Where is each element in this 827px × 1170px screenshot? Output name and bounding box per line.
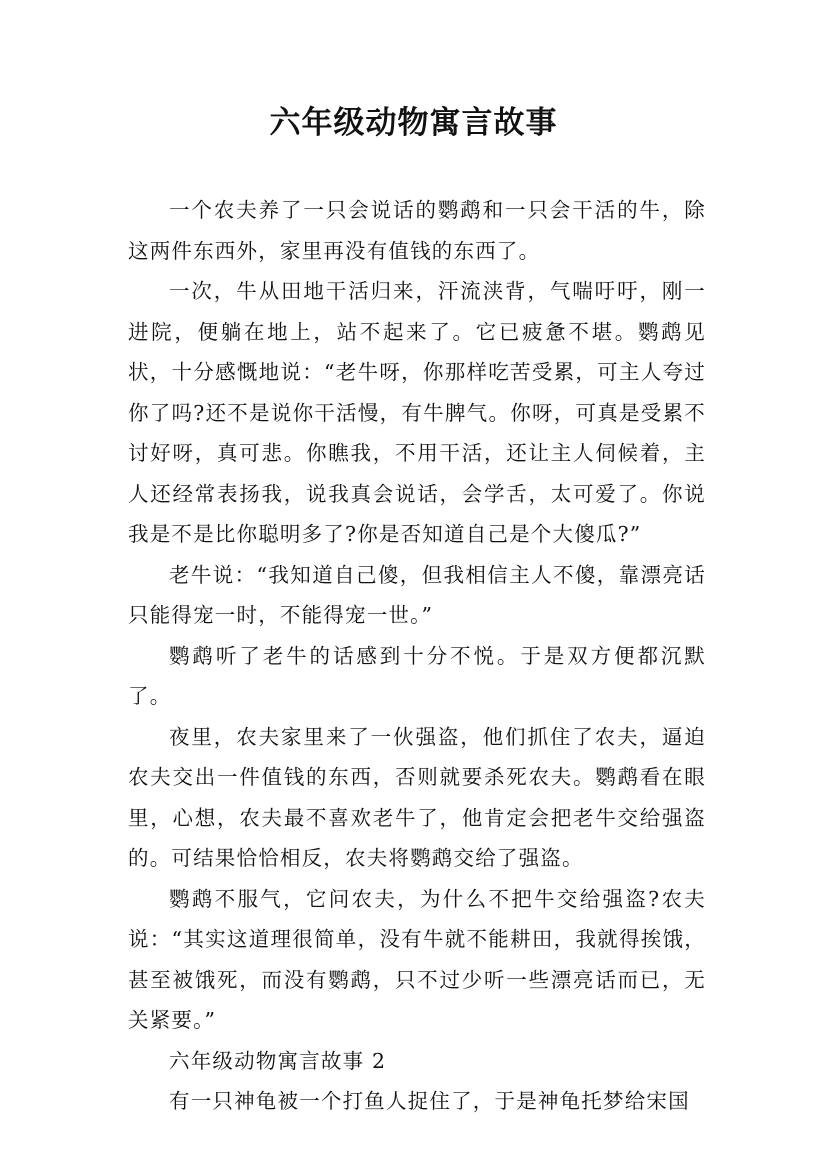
section-subheading: 六年级动物寓言故事 2 [169, 1048, 387, 1073]
paragraph-4: 鹦鹉听了老牛的话感到十分不悦。于是双方便都沉默了。 [128, 643, 706, 708]
paragraph-2: 一次，牛从田地干活归来，汗流浃背，气喘吁吁，刚一进院，便躺在地上，站不起来了。它已疲惫不堪。鹦鹉见状，十分感慨地说：“老牛呀，你那样吃苦受累，可主人夸过你了吗?还不是说你干活慢，有牛脾气。你呀，可真是受累不讨好呀，真可悲。你瞧我，不用干活，还让主人伺候着，主人还经常表扬我，说我真会说话，会学舌，太可爱了。你说我是不是比你聪明多了?你是否知道自己是个大傻瓜?” [128, 279, 706, 546]
paragraph-1: 一个农夫养了一只会说话的鹦鹉和一只会干活的牛，除这两件东西外，家里再没有值钱的东西了。 [128, 198, 706, 263]
paragraph-6: 鹦鹉不服气，它问农夫，为什么不把牛交给强盗?农夫说：“其实这道理很简单，没有牛就不能耕田，我就得挨饿，甚至被饿死，而没有鹦鹉，只不过少听一些漂亮话而已，无关紧要。” [128, 886, 706, 1032]
paragraph-7: 有一只神龟被一个打鱼人捉住了，于是神龟托梦给宋国 [169, 1089, 690, 1113]
paragraph-5: 夜里，农夫家里来了一伙强盗，他们抓住了农夫，逼迫农夫交出一件值钱的东西，否则就要杀死农夫。鹦鹉看在眼里，心想，农夫最不喜欢老牛了，他肯定会把老牛交给强盗的。可结果恰恰相反，农夫将鹦鹉交给了强盗。 [128, 724, 706, 870]
document-body [128, 190, 706, 1122]
paragraph-3: 老牛说：“我知道自己傻，但我相信主人不傻，靠漂亮话只能得宠一时，不能得宠一世。” [128, 562, 706, 627]
page-title: 六年级动物寓言故事 [269, 105, 558, 141]
